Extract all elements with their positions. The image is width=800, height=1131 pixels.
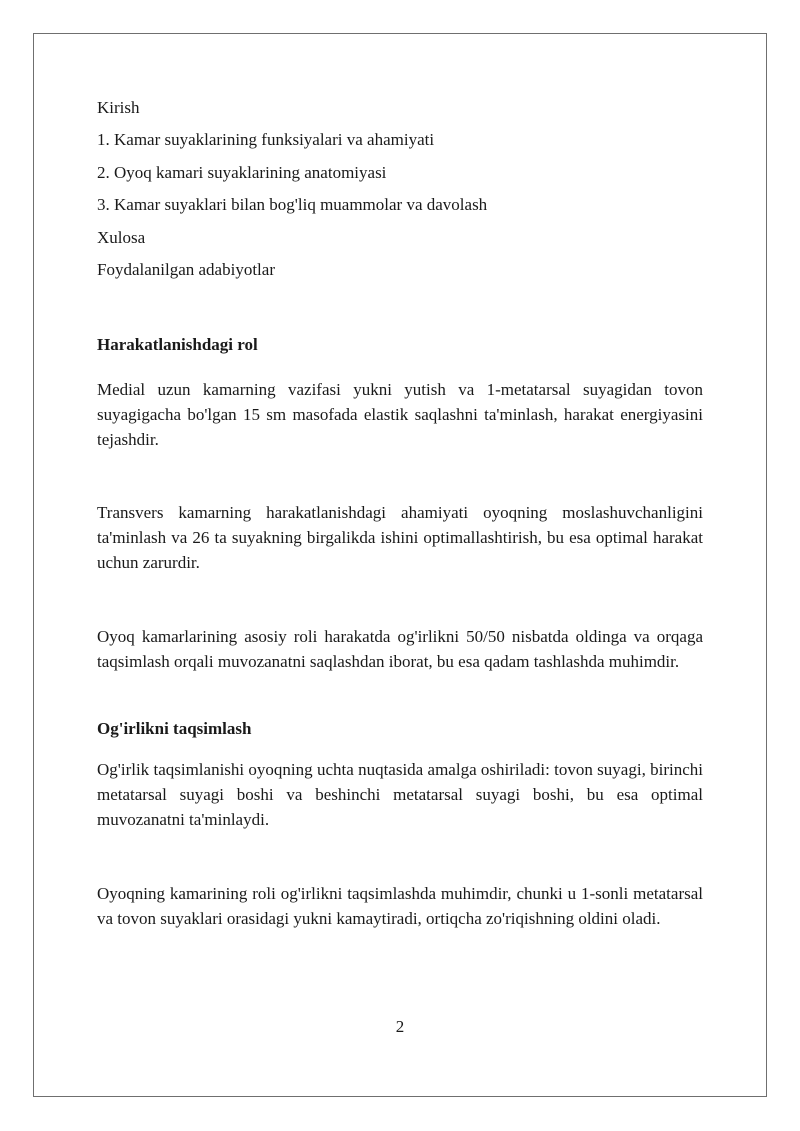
toc-item-introduction: Kirish bbox=[97, 98, 140, 117]
table-of-contents bbox=[97, 97, 703, 281]
paragraph: Oyoqning kamarining roli og'irlikni taqsimlashda muhimdir, chunki u 1-sonli metatarsal va tovon suyaklari orasidagi yukni kamaytiradi, ortiqcha zo'riqishning oldini oladi. bbox=[97, 883, 703, 928]
toc-item-conclusion: Xulosa bbox=[97, 227, 146, 247]
paragraph: Og'irlik taqsimlanishi oyoqning uchta nuqtasida amalga oshiriladi: tovon suyagi, birinchi metatarsal suyagi boshi va beshinchi metatarsal suyagi boshi, bu esa optimal muvozanatni ta'minlaydi. bbox=[97, 759, 703, 829]
paragraph: Transvers kamarning harakatlanishdagi ahamiyati oyoqning moslashuvchanligini ta'minlash va 26 ta suyakning birgalikda ishini optimallashtirish, bu esa optimal harakat uchun zarurdir. bbox=[97, 502, 703, 572]
toc-item-references: Foydalanilgan adabiyotlar bbox=[97, 259, 275, 279]
toc-item-chapter-2: 2. Oyoq kamari suyaklarining anatomiyasi bbox=[97, 162, 387, 182]
section-heading: Harakatlanishdagi rol bbox=[97, 334, 258, 354]
page-number: 2 bbox=[395, 1017, 405, 1036]
document-body bbox=[97, 97, 703, 931]
toc-item-chapter-1: 1. Kamar suyaklarining funksiyalari va ahamiyati bbox=[97, 130, 435, 150]
paragraph: Medial uzun kamarning vazifasi yukni yutish va 1-metatarsal suyagidan tovon suyagigacha bo'lgan 15 sm masofada elastik saqlashni ta'minlash, harakat energiyasini tejashdir. bbox=[97, 379, 703, 449]
toc-item-chapter-3: 3. Kamar suyaklari bilan bog'liq muammolar va davolash bbox=[97, 195, 488, 215]
section-heading: Og'irlikni taqsimlash bbox=[97, 718, 252, 738]
paragraph: Oyoq kamarlarining asosiy roli harakatda og'irlikni 50/50 nisbatda oldinga va orqaga taqsimlash orqali muvozanatni saqlashdan iborat, bu esa qadam tashlashda muhimdir. bbox=[97, 626, 703, 671]
